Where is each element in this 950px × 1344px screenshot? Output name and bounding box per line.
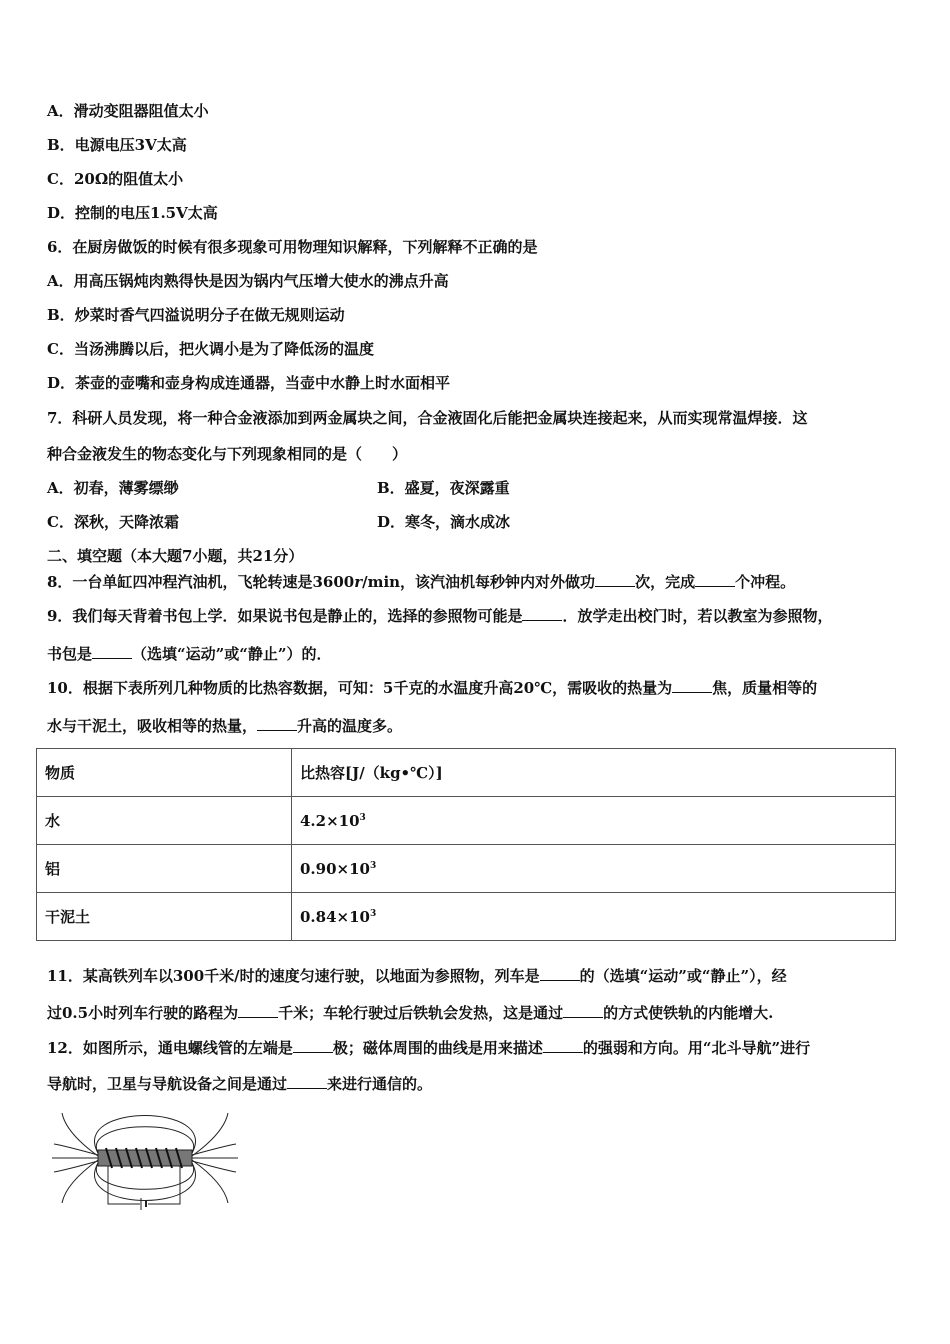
table-header-row <box>37 749 896 797</box>
q6-option-b: B．炒菜时香气四溢说明分子在做无规则运动 <box>47 306 345 324</box>
answer-blank <box>257 716 297 731</box>
q11-text-1: 11．某高铁列车以300千米/时的速度匀速行驶，以地面为参照物，列车是 <box>47 967 540 985</box>
q9-text-4: （选填“运动”或“静止”）的． <box>132 645 332 663</box>
q8-text-2: /min，该汽油机每秒钟内对外做功 <box>362 573 596 591</box>
answer-blank <box>595 572 635 587</box>
q5-option-a: A．滑动变阻器阻值太小 <box>47 102 209 120</box>
table-cell-substance: 水 <box>37 797 292 845</box>
q11-text-5: 的方式使铁轨的内能增大. <box>603 1004 774 1022</box>
answer-blank <box>563 1003 603 1018</box>
field-line <box>94 1116 195 1154</box>
q7-stem-line2: 种合金液发生的物态变化与下列现象相同的是（ ） <box>47 445 408 463</box>
q11-line1 <box>47 966 787 986</box>
q10-line1 <box>47 678 817 698</box>
answer-blank <box>287 1074 327 1089</box>
q12-text-2: 极；磁体周围的曲线是用来描述 <box>332 1039 543 1057</box>
solenoid-field-diagram <box>50 1108 240 1218</box>
q7-option-c: C．深秋，天降浓霜 <box>47 513 179 531</box>
q11-text-2: 的（选填“运动”或“静止”），经 <box>579 967 787 985</box>
answer-blank <box>672 678 712 693</box>
table-cell-substance: 干泥土 <box>37 893 292 941</box>
q5-option-c: C．20Ω的阻值太小 <box>47 170 184 188</box>
q10-text-2: 焦，质量相等的 <box>712 679 818 697</box>
q11-text-3: 过0.5小时列车行驶的路程为 <box>47 1004 239 1022</box>
field-line <box>96 1127 193 1153</box>
q6-stem: 6．在厨房做饭的时候有很多现象可用物理知识解释，下列解释不正确的是 <box>47 238 538 256</box>
q8-text-4: 个冲程。 <box>735 573 796 591</box>
table-cell-value <box>292 845 896 893</box>
q9-line1 <box>47 606 832 626</box>
field-line <box>192 1144 236 1155</box>
answer-blank <box>238 1003 278 1018</box>
value-exponent: 3 <box>369 860 377 871</box>
q12-line2 <box>47 1074 432 1094</box>
table-row <box>37 845 896 893</box>
q10-text-4: 升高的温度多。 <box>297 717 403 735</box>
table-header-cell: 比热容[J/（kg•℃）] <box>292 749 896 797</box>
q7-stem-line1: 7．科研人员发现，将一种合金液添加到两金属块之间，合金液固化后能把金属块连接起来，从而实现常温焊接．这 <box>47 409 808 427</box>
value-mantissa: 0.90×10 <box>300 859 370 878</box>
q5-option-b: B．电源电压3V太高 <box>47 136 187 154</box>
q9-text-1: 9．我们每天背着书包上学．如果说书包是静止的，选择的参照物可能是 <box>47 607 523 625</box>
specific-heat-table <box>36 748 896 941</box>
table-cell-value <box>292 893 896 941</box>
q9-text-2: ．放学走出校门时，若以教室为参照物， <box>562 607 833 625</box>
field-line <box>192 1113 228 1156</box>
q6-option-d: D．茶壶的壶嘴和壶身构成连通器，当壶中水静上时水面相平 <box>47 374 451 392</box>
value-mantissa: 0.84×10 <box>300 907 370 926</box>
q12-text-5: 来进行通信的。 <box>327 1075 433 1093</box>
table-cell-substance: 铝 <box>37 845 292 893</box>
value-exponent: 3 <box>369 908 377 919</box>
q10-text-3: 水与干泥土，吸收相等的热量， <box>47 717 258 735</box>
table-header-cell: 物质 <box>37 749 292 797</box>
value-exponent: 3 <box>359 812 366 823</box>
answer-blank <box>92 644 132 659</box>
q7-option-a: A．初春，薄雾缥缈 <box>47 479 179 497</box>
q5-option-d: D．控制的电压1.5V太高 <box>47 204 218 222</box>
q8-italic-r: r <box>354 573 363 591</box>
q6-option-a: A．用高压锅炖肉熟得快是因为锅内气压增大使水的沸点升高 <box>47 272 449 290</box>
table-cell-value <box>292 797 896 845</box>
q11-text-4: 千米；车轮行驶过后铁轨会发热，这是通过 <box>278 1004 564 1022</box>
q8 <box>47 572 795 592</box>
answer-blank <box>522 606 562 621</box>
q9-text-3: 书包是 <box>47 645 93 663</box>
q6-option-c: C．当汤沸腾以后，把火调小是为了降低汤的温度 <box>47 340 374 358</box>
q9-line2 <box>47 644 332 664</box>
q7-option-b: B．盛夏，夜深露重 <box>377 479 510 497</box>
q12-text-3: 的强弱和方向。用“北斗导航”进行 <box>582 1039 811 1057</box>
answer-blank <box>695 572 735 587</box>
answer-blank <box>543 1038 583 1053</box>
field-line <box>54 1161 98 1172</box>
value-mantissa: 4.2×10 <box>300 811 360 830</box>
table-row <box>37 893 896 941</box>
answer-blank <box>293 1038 333 1053</box>
q11-line2 <box>47 1003 773 1023</box>
q10-line2 <box>47 716 402 736</box>
q12-text-4: 导航时，卫星与导航设备之间是通过 <box>47 1075 288 1093</box>
field-line <box>192 1161 236 1172</box>
q8-text-3: 次，完成 <box>635 573 696 591</box>
q12-text-1: 12．如图所示，通电螺线管的左端是 <box>47 1039 293 1057</box>
answer-blank <box>540 966 580 981</box>
field-line <box>62 1113 98 1156</box>
field-line <box>192 1160 228 1203</box>
section-heading: 二、填空题（本大题7小题，共21分） <box>47 547 304 565</box>
table-row <box>37 797 896 845</box>
q10-text-1: 10．根据下表所列几种物质的比热容数据，可知：5千克的水温度升高20℃，需吸收的热量为 <box>47 679 673 697</box>
field-line <box>54 1144 98 1155</box>
field-line <box>62 1160 98 1203</box>
q7-option-d: D．寒冬，滴水成冰 <box>377 513 511 531</box>
q8-text-1: 8．一台单缸四冲程汽油机，飞轮转速是3600 <box>47 573 355 591</box>
q12-line1 <box>47 1038 810 1058</box>
